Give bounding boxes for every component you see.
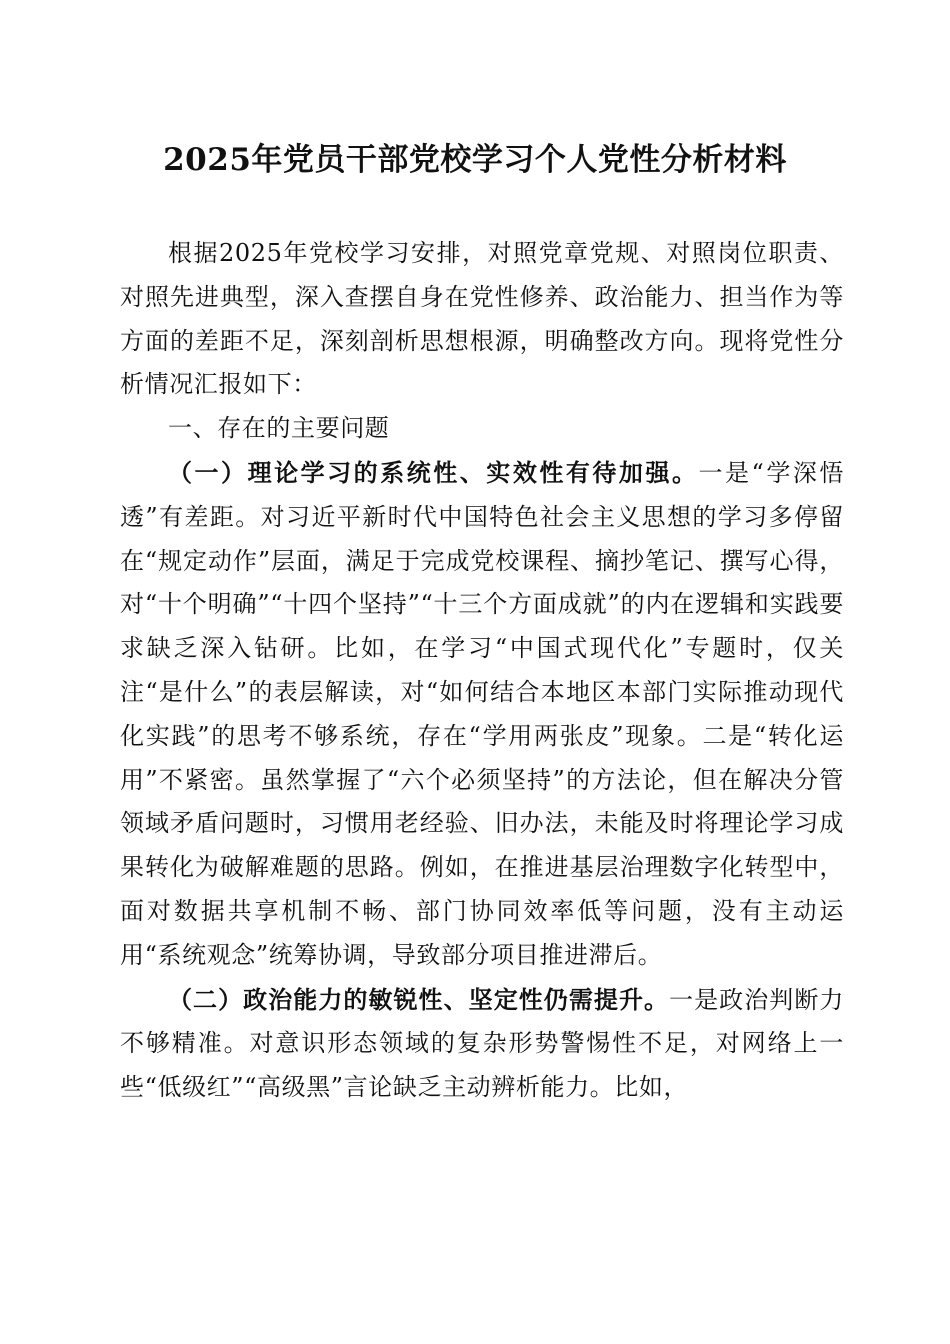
problem-item-2-lead: （二）政治能力的敏锐性、坚定性仍需提升。 — [168, 984, 670, 1014]
intro-paragraph: 根据2025年党校学习安排，对照党章党规、对照岗位职责、对照先进典型，深入查摆自身在党性修养、政治能力、担当作为等方面的差距不足，深刻剖析思想根源，明确整改方向。现将党性分析情况汇报如下： — [120, 239, 844, 399]
document-body — [120, 232, 844, 1110]
problem-item-2 — [120, 978, 844, 1110]
problem-item-1 — [120, 451, 844, 978]
problem-item-1-text: 一是“学深悟透”有差距。对习近平新时代中国特色社会主义思想的学习多停留在“规定动作”层面，满足于完成党校课程、摘抄笔记、撰写心得，对“十个明确”“十四个坚持”“十三个方面成就”的内在逻辑和实践要求缺乏深入钻研。比如，在学习“中国式现代化”专题时，仅关注“是什么”的表层解读，对“如何结合本地区本部门实际推动现代化实践”的思考不够系统，存在“学用两张皮”现象。二是“转化运用”不紧密。虽然掌握了“六个必须坚持”的方法论，但在解决分管领域矛盾问题时，习惯用老经验、旧办法，未能及时将理论学习成果转化为破解难题的思路。例如，在推进基层治理数字化转型中，面对数据共享机制不畅、部门协同效率低等问题，没有主动运用“系统观念”统筹协调，导致部分项目推进滞后。 — [120, 458, 844, 969]
section-heading-main-problems: 一、存在的主要问题 — [168, 414, 390, 443]
document-title: 2025年党员干部党校学习个人党性分析材料 — [163, 142, 787, 178]
problem-item-1-lead: （一）理论学习的系统性、实效性有待加强。 — [168, 457, 699, 487]
problem-item-2-text: 一是政治判断力不够精准。对意识形态领域的复杂形势警惕性不足，对网络上一些“低级红”“高级黑”言论缺乏主动辨析能力。比如， — [120, 985, 844, 1102]
